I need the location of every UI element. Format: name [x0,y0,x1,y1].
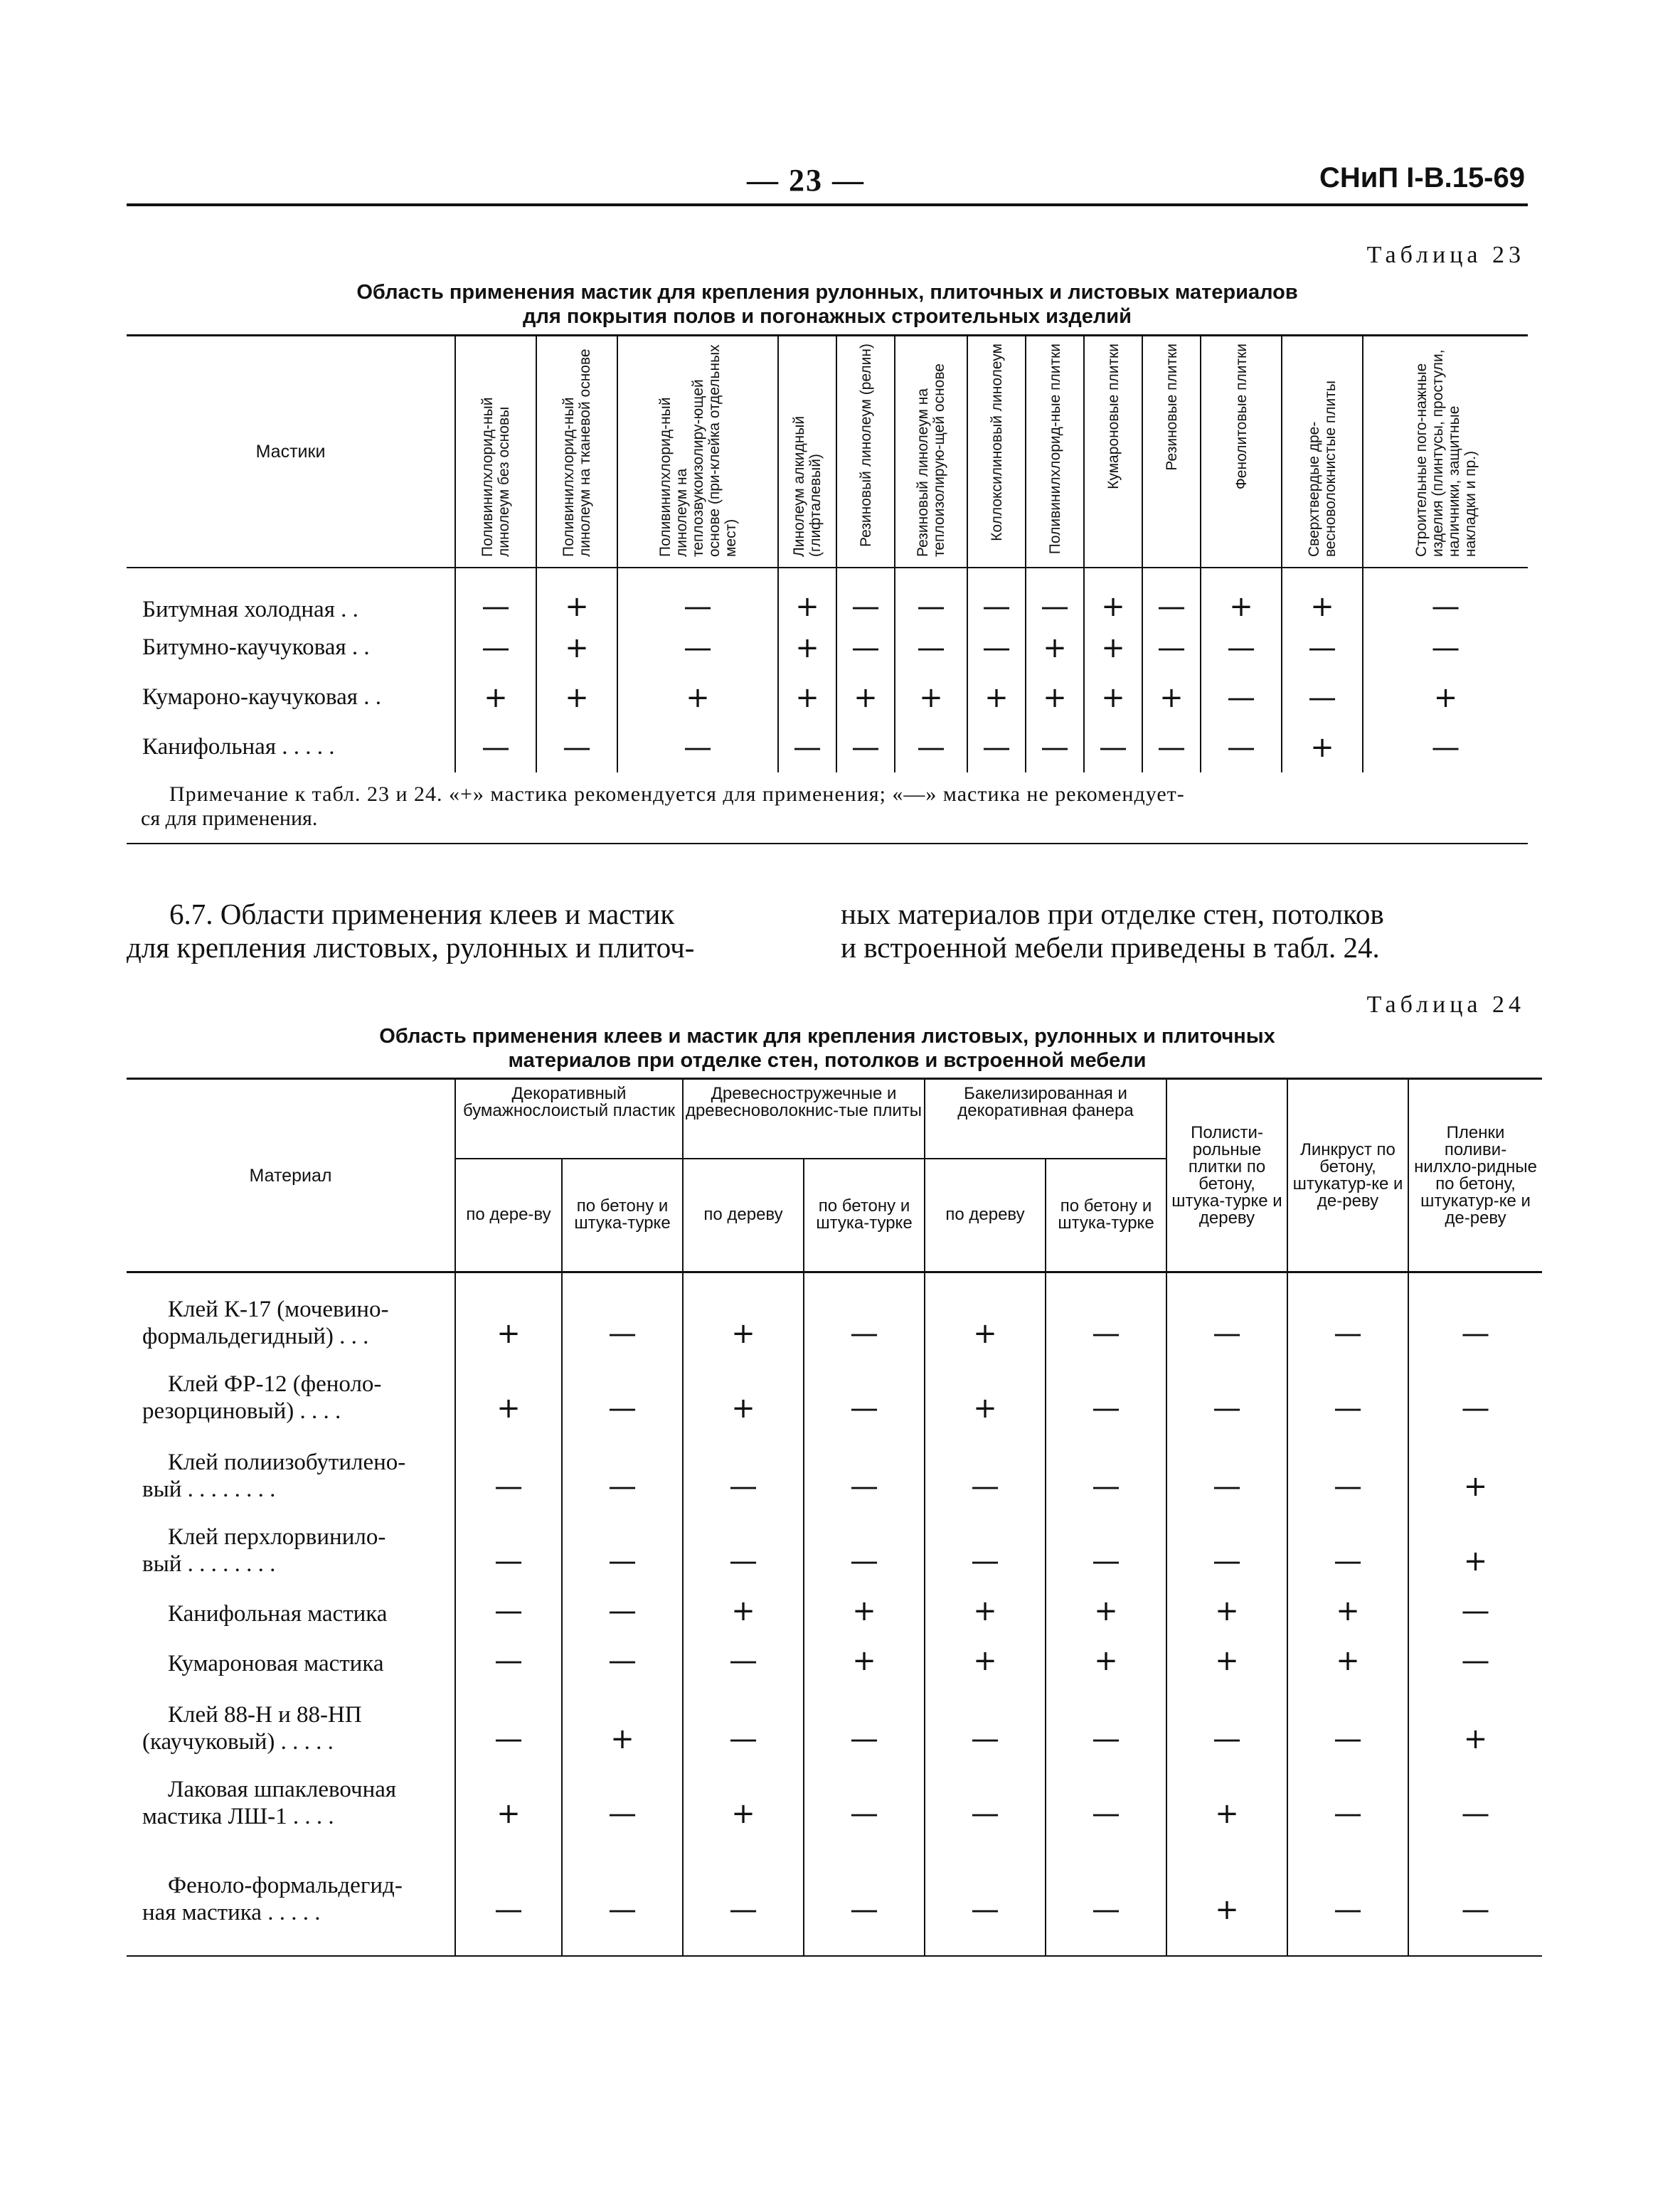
table-row [127,673,1528,723]
col-label: Резиновые плитки [1163,344,1180,471]
cell-value: — [925,1760,1046,1834]
row-label-line1: Клей К-17 (мочевино- [168,1296,389,1322]
table24-group-header: Бакелизированная и декоративная фанера [925,1079,1166,1159]
paragraph-left-line2: для крепления листовых, рулонных и плиточ- [127,931,695,964]
row-label: Кумароно-каучуковая . . [127,673,455,723]
table-row [127,1429,1542,1507]
table23-note [127,772,1528,844]
cell-value: — [455,1681,562,1760]
spacer-cell [562,1930,683,1956]
row-label-line1: Клей 88-Н и 88-НП [168,1701,362,1728]
table24-subcol-header: по бетону и штука-турке [804,1159,925,1272]
cell-value: + [455,1354,562,1429]
table-bottom-spacer [127,1930,1542,1956]
paragraph-right-line2: и встроенной мебели приведены в табл. 24. [841,931,1380,964]
cell-value: + [1166,1834,1287,1930]
table23-col-header [1363,336,1528,568]
row-label [127,1834,455,1930]
cell-value: — [1166,1354,1287,1429]
cell-value: — [804,1354,925,1429]
table23-col-header [967,336,1026,568]
cell-value: + [804,1582,925,1632]
cell-value: — [967,723,1026,772]
row-label-line2: формальдегидный) . . . [142,1323,369,1349]
cell-value: + [1046,1582,1166,1632]
table23-caption [127,280,1528,329]
cell-value: — [1287,1681,1408,1760]
cell-value: + [778,673,836,723]
cell-value: + [967,673,1026,723]
cell-value: — [562,1354,683,1429]
cell-value: — [617,623,778,673]
row-label: Канифольная . . . . . [127,723,455,772]
cell-value: + [1084,623,1142,673]
cell-value: + [1282,723,1363,772]
cell-value: — [895,723,967,772]
cell-value: — [1287,1429,1408,1507]
cell-value: — [1287,1354,1408,1429]
table-row [127,1632,1542,1681]
note-line2: ся для применения. [141,806,318,830]
spacer-cell [683,1930,804,1956]
row-label-line2: ная мастика . . . . . [142,1899,321,1925]
cell-value: + [925,1272,1046,1354]
col-label: Фенолитовые плитки [1233,344,1250,490]
cell-value: — [1287,1272,1408,1354]
row-label-line2: вый . . . . . . . . [142,1476,276,1502]
cell-value: — [925,1834,1046,1930]
row-label-line1: Феноло-формальдегид- [168,1872,403,1898]
col-label: Поливинилхлорид-ный линолеум на теплозвукоизолиру-ющей основе (при-клейка отдельных мест) [656,344,739,557]
row-label-line1: Клей полиизобутилено- [168,1449,406,1475]
cell-value: + [925,1354,1046,1429]
header-rule [127,203,1528,206]
col-label: Поливинилхлорид-ный линолеум без основы [479,397,512,557]
cell-value: — [1142,723,1201,772]
cell-value: + [1166,1582,1287,1632]
cell-value: — [836,568,895,623]
row-label-line1: Клей ФР-12 (феноло- [168,1371,382,1397]
spacer-cell [455,1930,562,1956]
table24-group-header: Пленки поливи-нилхло-ридные по бетону, штукатур-ке и де-реву [1408,1079,1542,1272]
row-label-line2: мастика ЛШ-1 . . . . [142,1803,334,1829]
cell-value: — [1282,673,1363,723]
table-row [127,568,1528,623]
cell-value: + [1201,568,1282,623]
table23-col-header [895,336,967,568]
row-label: Битумная холодная . . [127,568,455,623]
cell-value: — [562,1834,683,1930]
table23-col-header [836,336,895,568]
table23-row-header: Мастики [127,336,455,568]
cell-value: — [1026,723,1084,772]
cell-value: — [804,1272,925,1354]
cell-value: — [1461,1797,1490,1830]
cell-value: — [617,723,778,772]
table23-col-header [1026,336,1084,568]
row-label: Битумно-каучуковая . . [127,623,455,673]
cell-value: — [455,623,536,673]
col-label: Резиновый линолеум (релин) [857,344,874,548]
table24-group-header: Линкруст по бетону, штукатур-ке и де-реву [1287,1079,1408,1272]
table-row [127,1507,1542,1582]
paragraph-left-line1: 6.7. Области применения клеев и мастик [169,898,675,930]
cell-value: — [562,1632,683,1681]
cell-value: — [804,1834,925,1930]
table-24 [127,1078,1542,1957]
paragraph-left [127,898,809,964]
cell-value: — [1026,568,1084,623]
cell-value: + [1046,1632,1166,1681]
table24-group-header: Декоративный бумажнослоистый пластик [455,1079,683,1159]
cell-value: — [1461,1391,1490,1425]
cell-value: — [925,1429,1046,1507]
cell-value: + [683,1272,804,1354]
cell-value: — [1461,1317,1490,1350]
cell-value: — [778,723,836,772]
paragraph-right [841,898,1528,964]
col-label: Поливинилхлорид-ный линолеум на тканевой основе [560,349,593,557]
cell-value: — [804,1760,925,1834]
cell-value: + [617,673,778,723]
cell-value: — [1201,623,1282,673]
spacer-cell [1287,1930,1408,1956]
cell-value: — [1201,723,1282,772]
cell-value: — [967,623,1026,673]
table-row [127,1834,1542,1930]
table-row [127,1582,1542,1632]
row-label-line2: вый . . . . . . . . [142,1551,276,1577]
cell-value: — [925,1681,1046,1760]
cell-value: — [804,1429,925,1507]
row-label-line1: Лаковая шпаклевочная [168,1776,397,1802]
note-line1: Примечание к табл. 23 и 24. «+» мастика рекомендуется для применения; «—» мастика не рекомендует- [169,782,1185,806]
cell-value: — [836,723,895,772]
row-label-line1: Клей перхлорвинило- [168,1524,386,1550]
cell-value: — [562,1429,683,1507]
table24-group-header: Полисти-рольные плитки по бетону, штука-турке и дереву [1166,1079,1287,1272]
col-label: Поливинилхлорид-ные плитки [1046,344,1063,555]
cell-value: — [683,1507,804,1582]
cell-value: + [1084,673,1142,723]
col-label: Сверхтвердые дре-весноволокнистые плиты [1306,381,1339,557]
table23-label: Таблица 23 [1366,242,1525,268]
table23-col-header [455,336,536,568]
cell-value: — [455,723,536,772]
cell-value: — [836,623,895,673]
document-code: СНиП I-B.15-69 [1319,162,1525,193]
cell-value: — [1287,1834,1408,1930]
table23-col-header [1084,336,1142,568]
cell-value: — [455,1632,562,1681]
cell-value: — [617,568,778,623]
table24-subcol-header: по дереву [683,1159,804,1272]
spacer-cell [1046,1930,1166,1956]
cell-value: — [683,1834,804,1930]
cell-value: — [925,1507,1046,1582]
cell-value: — [1046,1681,1166,1760]
cell-value: + [1084,568,1142,623]
cell-value: + [1026,623,1084,673]
cell-value: — [1166,1429,1287,1507]
table24-row-header: Материал [127,1079,455,1272]
table23-col-header [1142,336,1201,568]
table23-col-header [617,336,778,568]
cell-value: — [1461,1644,1490,1677]
spacer-cell [127,1930,455,1956]
cell-value: — [1084,723,1142,772]
cell-value: + [925,1632,1046,1681]
spacer-cell [925,1930,1046,1956]
spacer-cell [804,1930,925,1956]
cell-value: — [1461,1594,1490,1627]
cell-value: + [1287,1632,1408,1681]
table23-col-header [778,336,836,568]
row-label-line1: Кумароновая мастика [168,1650,384,1676]
table23-col-header [1282,336,1363,568]
col-label: Строительные пого-нажные изделия (плинтусы, простули, наличники, защитные накладки и пр.) [1413,349,1479,557]
col-label: Кумароновые плитки [1105,344,1122,489]
cell-value: — [967,568,1026,623]
cell-value: + [1026,673,1084,723]
table24-subcol-header: по дере-ву [455,1159,562,1272]
row-label-line1: Канифольная мастика [168,1600,388,1627]
table24-label: Таблица 24 [1366,992,1525,1018]
row-label [127,1760,455,1834]
cell-value: — [562,1272,683,1354]
cell-value: — [1046,1429,1166,1507]
cell-value: + [562,1681,683,1760]
cell-value: — [1287,1507,1408,1582]
cell-value: + [778,623,836,673]
table24-group-header: Древесностружечные и древесноволокнис-тые плиты [683,1079,925,1159]
cell-value: — [1282,623,1363,673]
cell-value: + [1282,568,1363,623]
cell-value: — [1046,1760,1166,1834]
spacer-cell [1408,1930,1542,1956]
cell-value: + [778,568,836,623]
cell-value: + [1463,1722,1488,1755]
table24-subcol-header: по бетону и штука-турке [562,1159,683,1272]
cell-value: — [683,1429,804,1507]
col-label: Коллоксилиновый линолеум [988,344,1005,541]
cell-value: — [455,1429,562,1507]
cell-value: + [925,1582,1046,1632]
row-label [127,1429,455,1507]
spacer-cell [1166,1930,1287,1956]
table-row [127,723,1528,772]
cell-value: + [1166,1632,1287,1681]
cell-value: — [536,723,617,772]
cell-value: + [683,1760,804,1834]
cell-value: + [683,1354,804,1429]
cell-value: + [1166,1760,1287,1834]
table23-caption-line1: Область применения мастик для крепления рулонных, плиточных и листовых материалов [356,281,1298,304]
cell-value: — [804,1507,925,1582]
cell-value: + [536,673,617,723]
cell-value: — [562,1507,683,1582]
cell-value: — [895,623,967,673]
row-label-line2: резорциновый) . . . . [142,1398,341,1424]
cell-value: — [683,1632,804,1681]
table24-subcol-header: по бетону и штука-турке [1046,1159,1166,1272]
cell-value: + [683,1582,804,1632]
cell-value: — [1142,623,1201,673]
cell-value: — [455,1582,562,1632]
table23-col-header [536,336,617,568]
cell-value: — [1046,1272,1166,1354]
cell-value: + [455,1760,562,1834]
table-row [127,1272,1542,1354]
row-label [127,1632,455,1681]
cell-value: + [1463,1544,1488,1578]
table-23 [127,334,1528,844]
cell-value: + [895,673,967,723]
cell-value: — [1166,1272,1287,1354]
cell-value: + [1142,673,1201,723]
table-row [127,1354,1542,1429]
cell-value: + [1463,1469,1488,1503]
cell-value: — [455,1834,562,1930]
cell-value: — [1461,1893,1490,1926]
col-label: Линолеум алкидный (глифталевый) [791,415,824,557]
cell-value: + [455,673,536,723]
table24-caption [127,1024,1528,1073]
cell-value: — [683,1681,804,1760]
table23-caption-line2: для покрытия полов и погонажных строительных изделий [523,305,1132,328]
cell-value: — [1046,1507,1166,1582]
table24-caption-line1: Область применения клеев и мастик для крепления листовых, рулонных и плиточных [379,1025,1275,1048]
table-row [127,1681,1542,1760]
table-row [127,623,1528,673]
table23-col-header [1201,336,1282,568]
cell-value: + [1433,681,1458,714]
cell-value: — [1431,730,1460,764]
table-row [127,1760,1542,1834]
cell-value: + [804,1632,925,1681]
row-label-line2: (каучуковый) . . . . . [142,1728,334,1755]
cell-value: — [1046,1834,1166,1930]
cell-value: + [455,1272,562,1354]
cell-value: — [455,568,536,623]
cell-value: — [455,1507,562,1582]
cell-value: — [1166,1681,1287,1760]
table24-caption-line2: материалов при отделке стен, потолков и встроенной мебели [508,1049,1147,1072]
cell-value: — [1142,568,1201,623]
cell-value: — [1046,1354,1166,1429]
cell-value: + [536,568,617,623]
table24-subcol-header: по дереву [925,1159,1046,1272]
row-label [127,1681,455,1760]
row-label [127,1582,455,1632]
cell-value: — [1166,1507,1287,1582]
cell-value: + [1287,1582,1408,1632]
cell-value: — [562,1760,683,1834]
cell-value: — [1201,673,1282,723]
paragraph-right-line1: ных материалов при отделке стен, потолков [841,898,1384,930]
cell-value: + [536,623,617,673]
cell-value: — [804,1681,925,1760]
cell-value: — [562,1582,683,1632]
cell-value: — [895,568,967,623]
page-number: — 23 — [747,163,865,198]
cell-value: + [836,673,895,723]
row-label [127,1507,455,1582]
cell-value: — [1431,631,1460,664]
row-label [127,1272,455,1354]
cell-value: — [1431,590,1460,623]
cell-value: — [1287,1760,1408,1834]
row-label [127,1354,455,1429]
col-label: Резиновый линолеум на теплоизолирую-щей основе [915,363,947,557]
